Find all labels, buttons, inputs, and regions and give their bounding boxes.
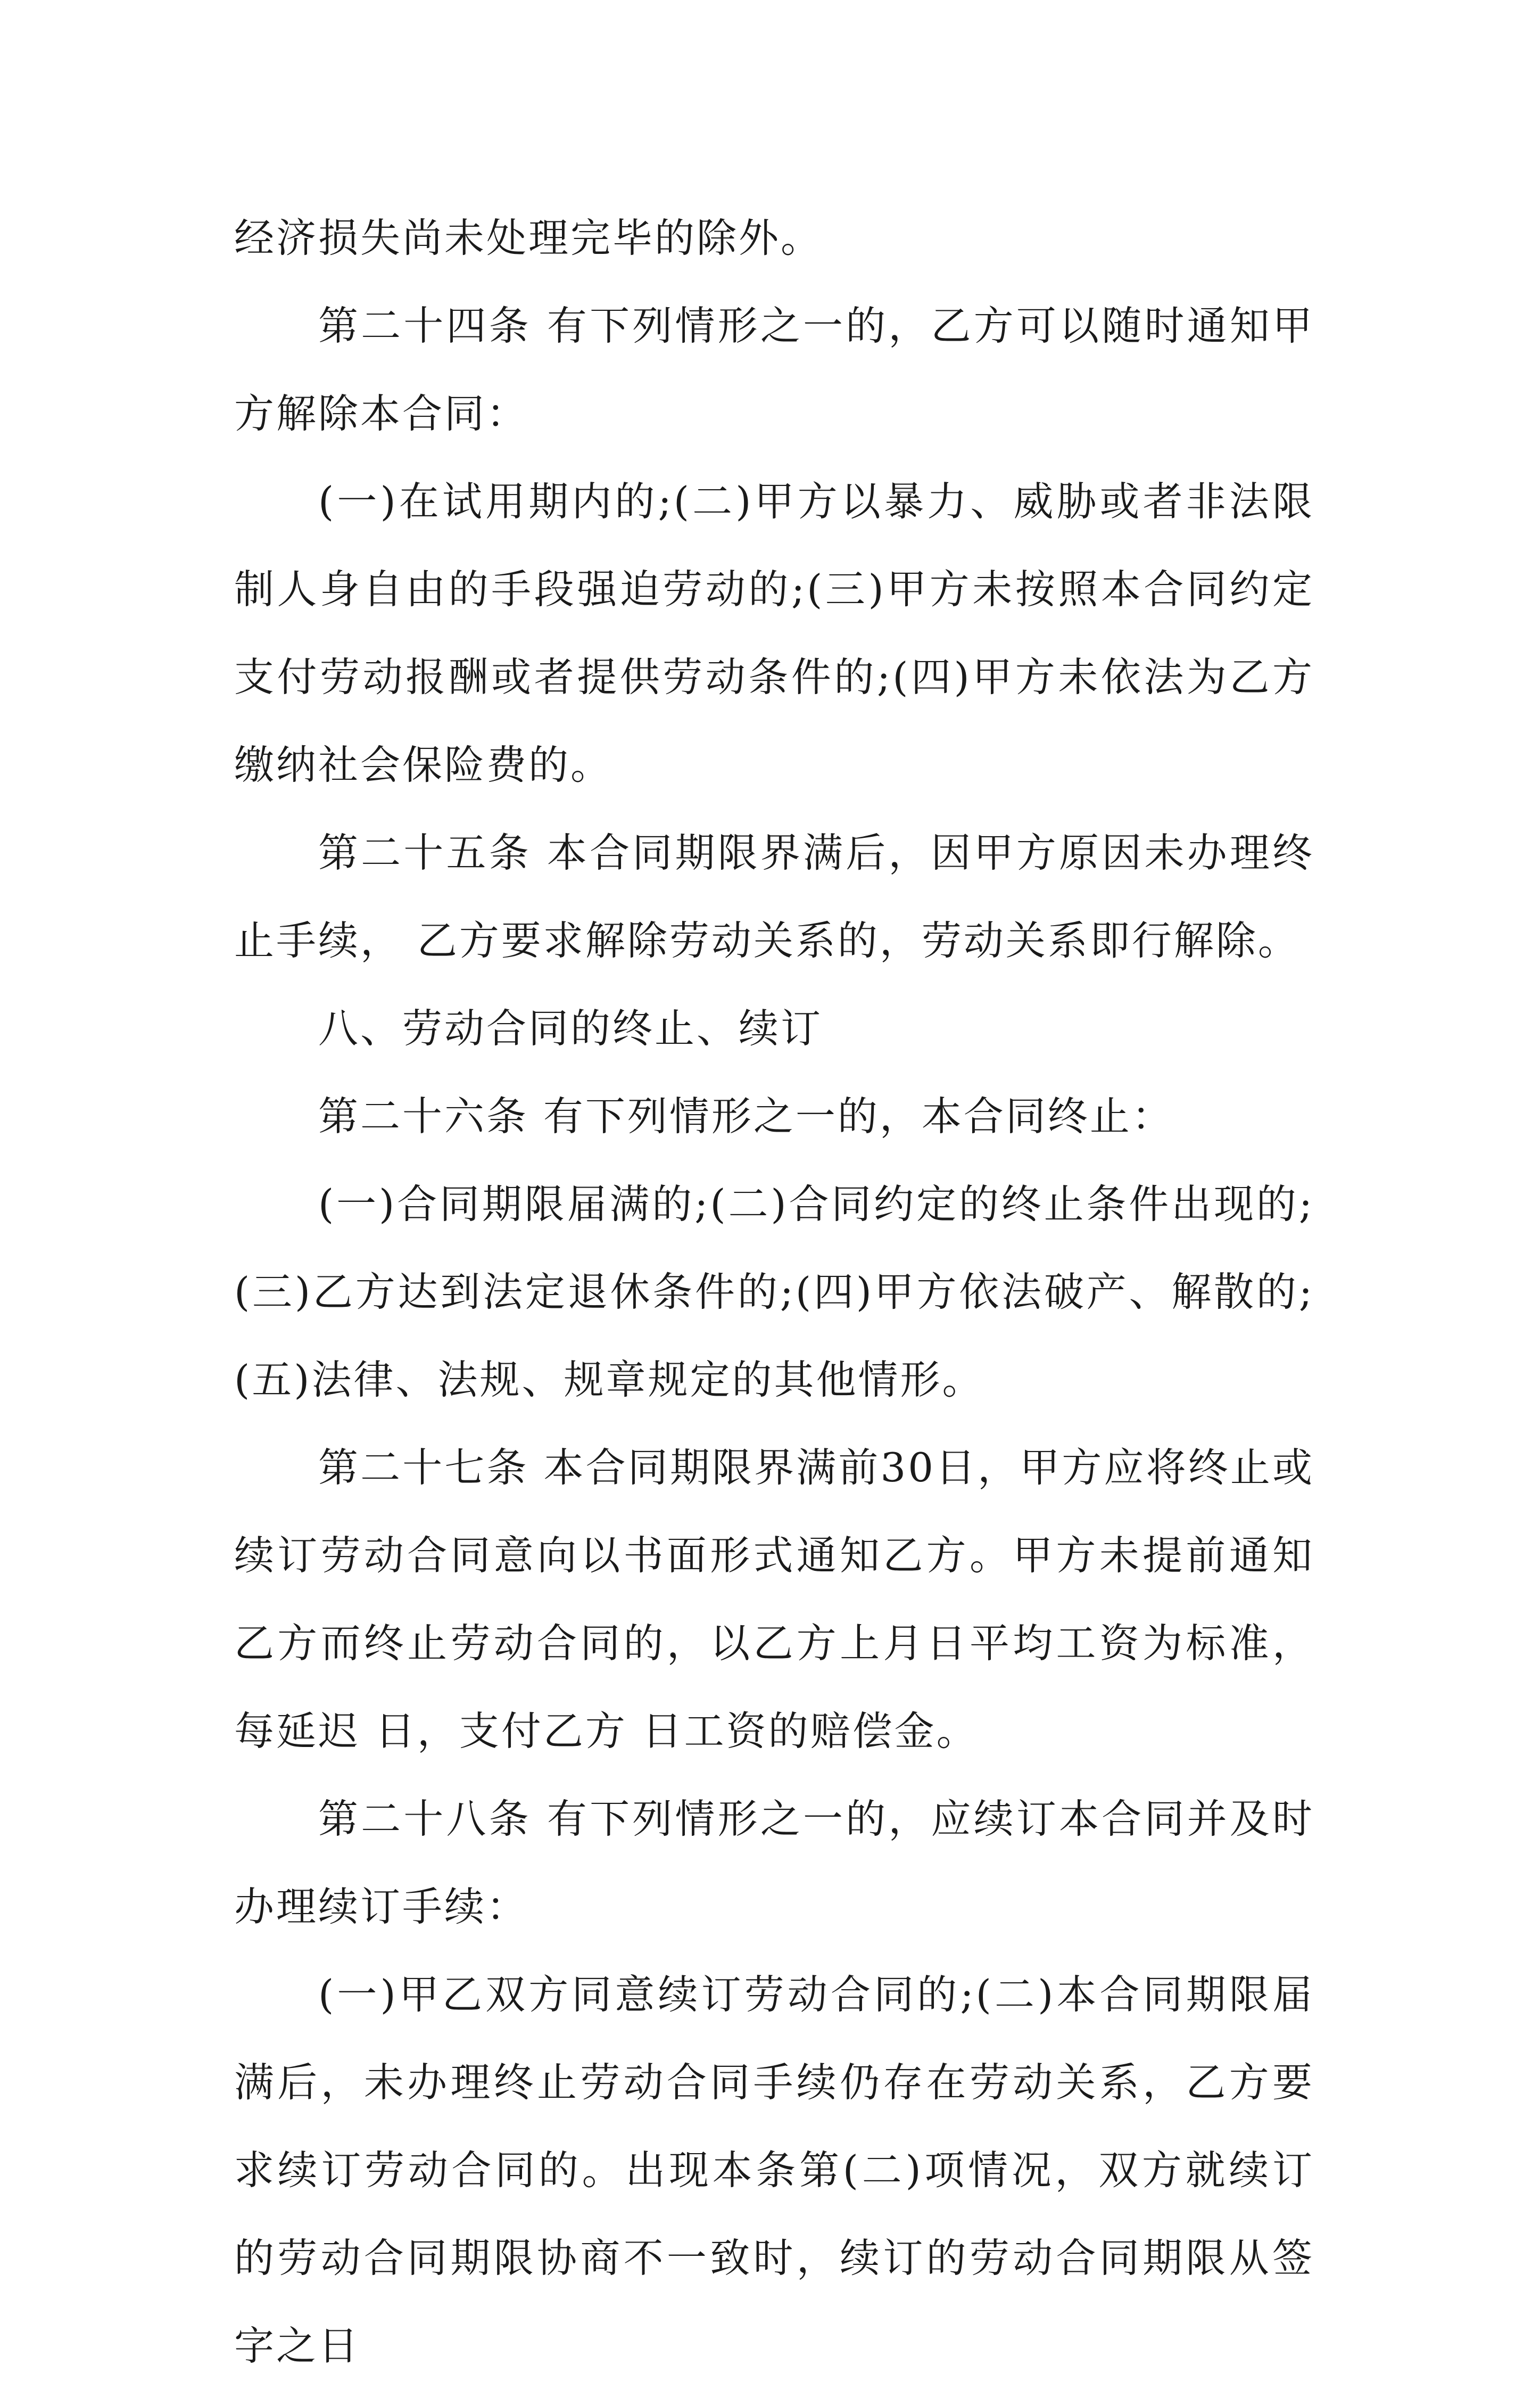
document-page xyxy=(234,194,1314,2390)
article-26-items: (一)合同期限届满的;(二)合同约定的终止条件出现的;(三)乙方达到法定退休条件的;(四)甲方依法破产、解散的;(五)法律、法规、规章规定的其他情形。 xyxy=(234,1181,1314,1403)
paragraph-continuation: 经济损失尚未处理完毕的除外。 xyxy=(234,215,823,261)
article-24: 第二十四条 有下列情形之一的，乙方可以随时通知甲方解除本合同： xyxy=(234,302,1314,437)
article-28-items: (一)甲乙双方同意续订劳动合同的;(二)本合同期限届满后，未办理终止劳动合同手续仍存在劳动关系，乙方要求续订劳动合同的。出现本条第(二)项情况，双方就续订的劳动合同期限协商不一致时，续订的劳动合同期限从签字之日 xyxy=(234,1971,1314,2369)
section-heading-8: 八、劳动合同的终止、续订 xyxy=(318,1005,823,1052)
article-27: 第二十七条 本合同期限界满前30日，甲方应将终止或续订劳动合同意向以书面形式通知乙方。甲方未提前通知乙方而终止劳动合同的，以乙方上月日平均工资为标准，每延迟 日，支付乙方 日工资的赔偿金。 xyxy=(234,1444,1314,1754)
article-26: 第二十六条 有下列情形之一的，本合同终止： xyxy=(318,1093,1174,1140)
article-25: 第二十五条 本合同期限界满后，因甲方原因未办理终止手续， 乙方要求解除劳动关系的，劳动关系即行解除。 xyxy=(234,829,1314,964)
article-24-items: (一)在试用期内的;(二)甲方以暴力、威胁或者非法限制人身自由的手段强迫劳动的;(三)甲方未按照本合同约定支付劳动报酬或者提供劳动条件的;(四)甲方未依法为乙方缴纳社会保险费的。 xyxy=(234,478,1314,788)
article-28: 第二十八条 有下列情形之一的，应续订本合同并及时办理续订手续： xyxy=(234,1795,1314,1930)
